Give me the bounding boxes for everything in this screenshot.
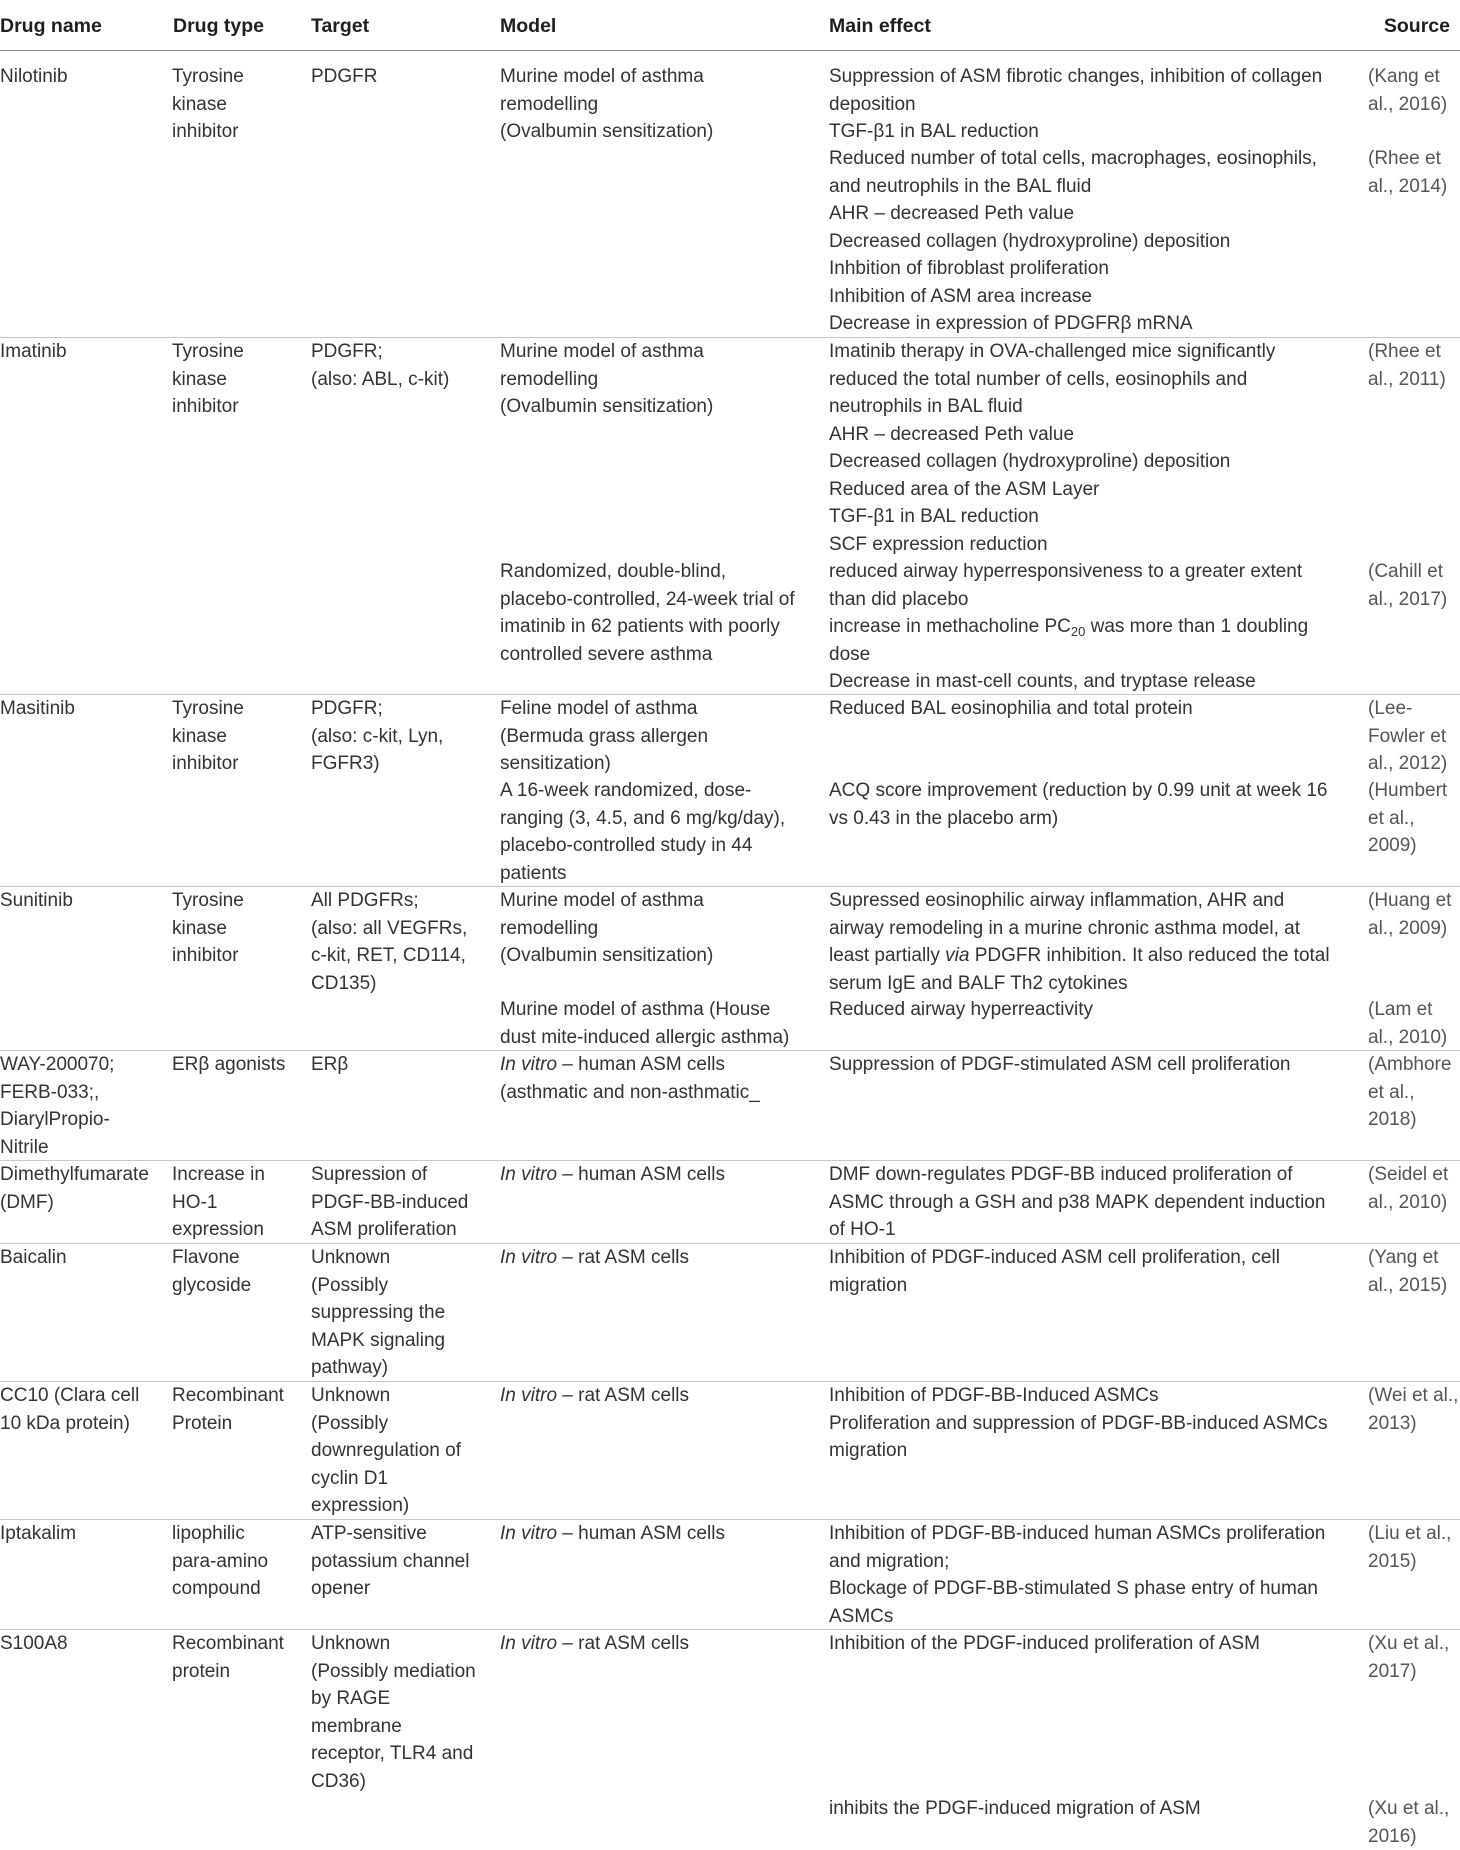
row-target: PDGFR bbox=[311, 66, 378, 87]
model-text: – rat ASM cells bbox=[557, 1385, 690, 1406]
row-source: (Wei et al., 2013) bbox=[1368, 1385, 1459, 1434]
model-text: – human ASM cells (asthmatic and non-asthmatic_ bbox=[500, 1054, 760, 1103]
row-main-effect: ACQ score improvement (reduction by 0.99 unit at week 16 vs 0.43 in the placebo arm) bbox=[829, 780, 1328, 829]
row-main-effect: Suppression of PDGF-stimulated ASM cell proliferation bbox=[829, 1054, 1291, 1075]
effect-text: reduced airway hyperresponsiveness to a greater extent than did placebo increase in methacholine PC bbox=[829, 561, 1303, 637]
effect-text: Supressed eosinophilic airway inflammation, AHR and airway remodeling in a murine chronic asthma model, at least partially bbox=[829, 890, 1300, 966]
row-main-effect: Imatinib therapy in OVA-challenged mice significantly reduced the total number of cells, eosinophils and neutrophils in BAL fluid AHR – decreased Peth value Decreased collagen (hydroxyproline) deposition Reduced area of the ASM Layer TGF-β1 in BAL reduction SCF expression reduction bbox=[829, 341, 1276, 555]
row-drug-name: Imatinib bbox=[0, 341, 67, 362]
row-drug-type: Tyrosine kinase inhibitor bbox=[172, 698, 244, 774]
row-main-effect bbox=[829, 887, 1359, 997]
row-source: (Huang et al., 2009) bbox=[1368, 890, 1452, 939]
model-italic: In vitro bbox=[500, 1247, 558, 1268]
row-source: (Cahill et al., 2017) bbox=[1368, 561, 1448, 610]
model-italic: In vitro bbox=[500, 1385, 558, 1406]
row-target: Supression of PDGF-BB-induced ASM proliferation bbox=[311, 1164, 469, 1240]
row-main-effect bbox=[829, 558, 1359, 696]
row-drug-type: Tyrosine kinase inhibitor bbox=[172, 890, 244, 966]
row-source: (Xu et al., 2017) bbox=[1368, 1633, 1450, 1682]
row-source: (Liu et al., 2015) bbox=[1368, 1523, 1452, 1572]
table-header bbox=[0, 0, 1460, 51]
row-model: Murine model of asthma remodelling (Ovalbumin sensitization) bbox=[500, 66, 714, 142]
header-drug-name: Drug name bbox=[0, 15, 102, 37]
header-drug-type: Drug type bbox=[173, 15, 265, 37]
row-model bbox=[500, 1630, 820, 1658]
row-model: Murine model of asthma remodelling (Ovalbumin sensitization) bbox=[500, 341, 714, 417]
row-model bbox=[500, 1244, 820, 1272]
row-model bbox=[500, 1161, 820, 1189]
row-drug-name: CC10 (Clara cell 10 kDa protein) bbox=[0, 1385, 140, 1434]
row-source: (Kang et al., 2016) bbox=[1368, 66, 1448, 115]
row-model: Randomized, double-blind, placebo-controlled, 24-week trial of imatinib in 62 patients with poorly controlled severe asthma bbox=[500, 561, 795, 665]
row-target: Unknown (Possibly mediation by RAGE membrane receptor, TLR4 and CD36) bbox=[311, 1633, 476, 1792]
model-text: – rat ASM cells bbox=[557, 1633, 690, 1654]
row-source: (Seidel et al., 2010) bbox=[1368, 1164, 1449, 1213]
row-main-effect: Suppression of ASM fibrotic changes, inhibition of collagen deposition TGF-β1 in BAL reduction bbox=[829, 66, 1323, 142]
row-model: Feline model of asthma (Bermuda grass allergen sensitization) bbox=[500, 698, 709, 774]
row-model bbox=[500, 1520, 820, 1548]
row-source: (Humbert et al., 2009) bbox=[1368, 780, 1448, 856]
row-main-effect: Reduced BAL eosinophilia and total protein bbox=[829, 698, 1193, 719]
model-italic: In vitro bbox=[500, 1164, 558, 1185]
row-target: PDGFR; (also: ABL, c-kit) bbox=[311, 341, 450, 390]
row-drug-name: Masitinib bbox=[0, 698, 75, 719]
row-drug-name: Baicalin bbox=[0, 1247, 67, 1268]
row-drug-type: Increase in HO-1 expression bbox=[172, 1164, 265, 1240]
row-source: (Ambhore et al., 2018) bbox=[1368, 1054, 1452, 1130]
header-target: Target bbox=[311, 15, 370, 37]
model-italic: In vitro bbox=[500, 1523, 558, 1544]
row-drug-name: S100A8 bbox=[0, 1633, 68, 1654]
header-source: Source bbox=[1383, 15, 1450, 37]
row-model: Murine model of asthma (House dust mite-induced allergic asthma) bbox=[500, 999, 790, 1048]
row-drug-name: Nilotinib bbox=[0, 66, 68, 87]
row-main-effect: Reduced airway hyperreactivity bbox=[829, 999, 1094, 1020]
row-main-effect: Inhibition of PDGF-induced ASM cell proliferation, cell migration bbox=[829, 1247, 1280, 1296]
header-model: Model bbox=[500, 15, 557, 37]
effect-subscript: 20 bbox=[1070, 624, 1086, 639]
row-drug-name: Iptakalim bbox=[0, 1523, 77, 1544]
row-model bbox=[500, 1051, 820, 1106]
row-target: Unknown (Possibly downregulation of cyclin D1 expression) bbox=[311, 1385, 461, 1516]
row-target: ERβ bbox=[311, 1054, 349, 1075]
row-main-effect: inhibits the PDGF-induced migration of ASM bbox=[829, 1798, 1201, 1819]
effect-text: PDGFR inhibition. It also reduced the total serum IgE and BALF Th2 cytokines bbox=[829, 945, 1330, 994]
row-source: (Lee- Fowler et al., 2012) bbox=[1368, 698, 1448, 774]
row-target: All PDGFRs; (also: all VEGFRs, c-kit, RET, CD114, CD135) bbox=[311, 890, 468, 994]
row-model: A 16-week randomized, dose- ranging (3, 4.5, and 6 mg/kg/day), placebo-controlled study in 44 patients bbox=[500, 780, 786, 884]
row-target: Unknown (Possibly suppressing the MAPK signaling pathway) bbox=[311, 1247, 446, 1378]
row-main-effect: Inhibition of PDGF-BB-induced human ASMCs proliferation and migration; Blockage of PDGF-BB-stimulated S phase entry of human ASMCs bbox=[829, 1523, 1326, 1627]
row-main-effect: Inhibition of the PDGF-induced proliferation of ASM bbox=[829, 1633, 1260, 1654]
model-text: – human ASM cells bbox=[557, 1523, 725, 1544]
row-drug-type: Flavone glycoside bbox=[172, 1247, 252, 1296]
row-source: (Yang et al., 2015) bbox=[1368, 1247, 1448, 1296]
row-drug-name: Dimethylfumarate (DMF) bbox=[0, 1164, 149, 1213]
row-drug-type: Recombinant protein bbox=[172, 1633, 284, 1682]
model-italic: In vitro bbox=[500, 1633, 558, 1654]
row-target: ATP-sensitive potassium channel opener bbox=[311, 1523, 470, 1599]
row-target: PDGFR; (also: c-kit, Lyn, FGFR3) bbox=[311, 698, 444, 774]
row-model bbox=[500, 1382, 820, 1410]
row-drug-type: Tyrosine kinase inhibitor bbox=[172, 341, 244, 417]
row-main-effect: Reduced number of total cells, macrophages, eosinophils, and neutrophils in the BAL fluid AHR – decreased Peth value Decreased collagen (hydroxyproline) deposition Inhbition of fibroblast proliferation Inhibition of ASM area increase Decrease in expression of PDGFRβ mRNA bbox=[829, 148, 1317, 334]
effect-italic: via bbox=[945, 945, 970, 966]
row-source: (Rhee et al., 2011) bbox=[1368, 341, 1446, 390]
row-source: (Rhee et al., 2014) bbox=[1368, 148, 1448, 197]
row-main-effect: DMF down-regulates PDGF-BB induced proliferation of ASMC through a GSH and p38 MAPK dependent induction of HO-1 bbox=[829, 1164, 1326, 1240]
row-drug-type: Tyrosine kinase inhibitor bbox=[172, 66, 244, 142]
row-drug-type: Recombinant Protein bbox=[172, 1385, 284, 1434]
row-source: (Xu et al., 2016) bbox=[1368, 1798, 1450, 1847]
model-italic: In vitro bbox=[500, 1054, 558, 1075]
row-drug-type: ERβ agonists bbox=[172, 1054, 286, 1075]
model-text: – rat ASM cells bbox=[557, 1247, 690, 1268]
header-main-effect: Main effect bbox=[829, 15, 931, 37]
row-source: (Lam et al., 2010) bbox=[1368, 999, 1448, 1048]
row-drug-name: Sunitinib bbox=[0, 890, 73, 911]
row-model: Murine model of asthma remodelling (Ovalbumin sensitization) bbox=[500, 890, 714, 966]
model-text: – human ASM cells bbox=[557, 1164, 725, 1185]
row-drug-name: WAY-200070; FERB-033;, DiarylPropio- Nitrile bbox=[0, 1054, 115, 1158]
row-drug-type: lipophilic para-amino compound bbox=[172, 1523, 269, 1599]
effect-text: was more than 1 doubling dose Decrease in mast-cell counts, and tryptase release bbox=[829, 616, 1309, 692]
row-main-effect: Inhibition of PDGF-BB-Induced ASMCs Proliferation and suppression of PDGF-BB-induced ASMCs migration bbox=[829, 1385, 1328, 1461]
